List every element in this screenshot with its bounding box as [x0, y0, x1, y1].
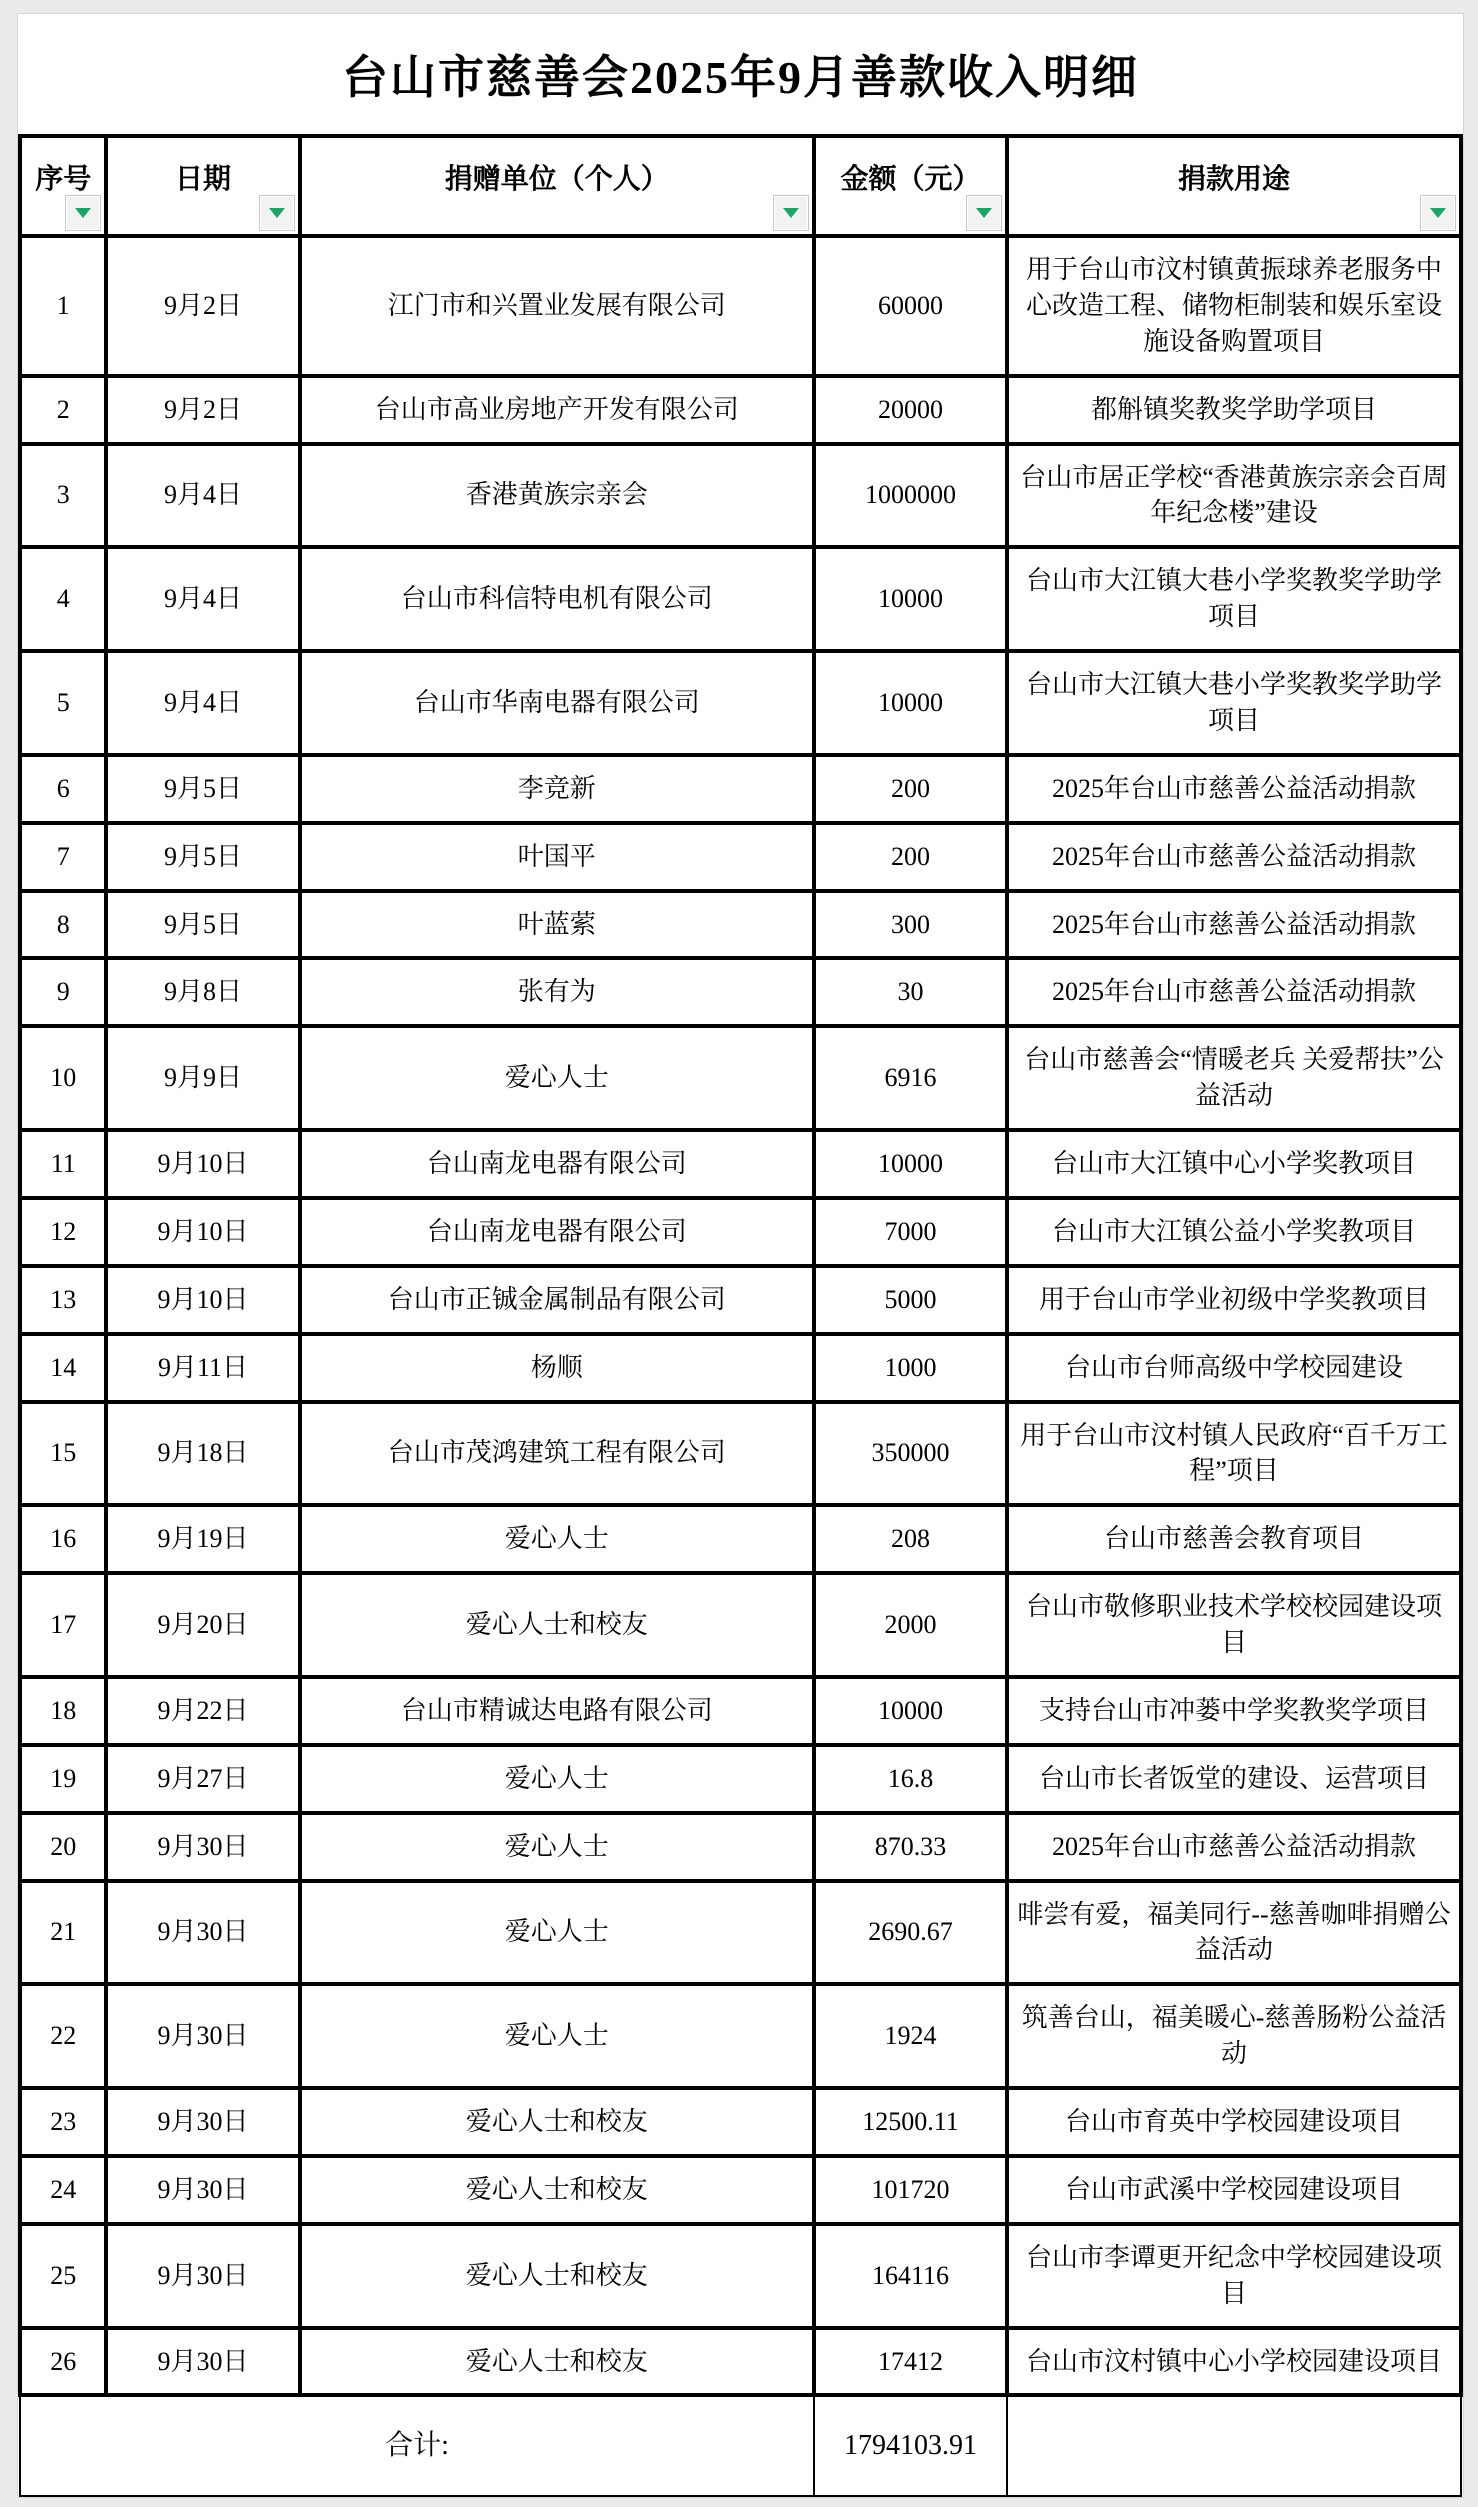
header-row — [20, 136, 1461, 236]
donor-cell: 香港黄族宗亲会 — [300, 444, 814, 548]
row-number-cell: 17 — [20, 1573, 106, 1677]
sheet — [18, 14, 1463, 2497]
date-cell: 9月22日 — [106, 1677, 299, 1745]
donor-cell: 爱心人士和校友 — [300, 2328, 814, 2396]
table-row — [20, 1573, 1461, 1677]
donor-cell: 台山市正铖金属制品有限公司 — [300, 1266, 814, 1334]
donor-cell: 台山南龙电器有限公司 — [300, 1130, 814, 1198]
donor-cell: 爱心人士和校友 — [300, 1573, 814, 1677]
date-cell: 9月10日 — [106, 1198, 299, 1266]
date-cell: 9月4日 — [106, 444, 299, 548]
row-number-cell: 13 — [20, 1266, 106, 1334]
table-row — [20, 1266, 1461, 1334]
table-row — [20, 1026, 1461, 1130]
donor-cell: 爱心人士 — [300, 1505, 814, 1573]
header-no — [20, 136, 106, 236]
row-number-cell: 11 — [20, 1130, 106, 1198]
date-cell: 9月10日 — [106, 1266, 299, 1334]
date-cell: 9月19日 — [106, 1505, 299, 1573]
purpose-cell: 2025年台山市慈善公益活动捐款 — [1007, 1813, 1461, 1881]
purpose-cell: 台山市武溪中学校园建设项目 — [1007, 2156, 1461, 2224]
amount-cell: 2000 — [814, 1573, 1007, 1677]
purpose-cell: 台山市李谭更开纪念中学校园建设项目 — [1007, 2224, 1461, 2328]
table-row — [20, 1677, 1461, 1745]
date-cell: 9月5日 — [106, 755, 299, 823]
total-amount: 1794103.91 — [814, 2395, 1007, 2496]
purpose-cell: 台山市敬修职业技术学校校园建设项目 — [1007, 1573, 1461, 1677]
chevron-down-icon — [1430, 208, 1446, 218]
purpose-cell: 台山市慈善会“情暖老兵 关爱帮扶”公益活动 — [1007, 1026, 1461, 1130]
row-number-cell: 6 — [20, 755, 106, 823]
purpose-cell: 啡尝有爱，福美同行--慈善咖啡捐赠公益活动 — [1007, 1881, 1461, 1985]
table-row — [20, 958, 1461, 1026]
date-cell: 9月30日 — [106, 1881, 299, 1985]
date-cell: 9月30日 — [106, 2224, 299, 2328]
row-number-cell: 8 — [20, 891, 106, 959]
purpose-cell: 台山市汶村镇中心小学校园建设项目 — [1007, 2328, 1461, 2396]
row-number-cell: 4 — [20, 547, 106, 651]
amount-cell: 300 — [814, 891, 1007, 959]
donor-cell: 李竞新 — [300, 755, 814, 823]
amount-cell: 6916 — [814, 1026, 1007, 1130]
table-row — [20, 547, 1461, 651]
header-date-label: 日期 — [174, 163, 231, 195]
amount-cell: 16.8 — [814, 1745, 1007, 1813]
table-row — [20, 891, 1461, 959]
amount-cell: 60000 — [814, 236, 1007, 376]
title-bar — [18, 14, 1463, 134]
purpose-cell: 2025年台山市慈善公益活动捐款 — [1007, 823, 1461, 891]
amount-cell: 1000000 — [814, 444, 1007, 548]
purpose-cell: 台山市台师高级中学校园建设 — [1007, 1334, 1461, 1402]
row-number-cell: 2 — [20, 376, 106, 444]
row-number-cell: 12 — [20, 1198, 106, 1266]
date-cell: 9月2日 — [106, 236, 299, 376]
donor-cell: 爱心人士和校友 — [300, 2224, 814, 2328]
table-row — [20, 1198, 1461, 1266]
row-number-cell: 21 — [20, 1881, 106, 1985]
amount-cell: 7000 — [814, 1198, 1007, 1266]
date-cell: 9月30日 — [106, 2156, 299, 2224]
donor-cell: 爱心人士 — [300, 1745, 814, 1813]
table-row — [20, 1130, 1461, 1198]
filter-dropdown-icon[interactable] — [1420, 195, 1456, 231]
purpose-cell: 2025年台山市慈善公益活动捐款 — [1007, 755, 1461, 823]
header-amount-label: 金额（元） — [840, 163, 981, 195]
total-purpose-empty — [1007, 2395, 1461, 2496]
chevron-down-icon — [75, 208, 91, 218]
date-cell: 9月27日 — [106, 1745, 299, 1813]
amount-cell: 2690.67 — [814, 1881, 1007, 1985]
row-number-cell: 19 — [20, 1745, 106, 1813]
donation-table — [18, 134, 1463, 2497]
table-row — [20, 1881, 1461, 1985]
amount-cell: 164116 — [814, 2224, 1007, 2328]
amount-cell: 20000 — [814, 376, 1007, 444]
donor-cell: 台山市茂鸿建筑工程有限公司 — [300, 1402, 814, 1506]
date-cell: 9月9日 — [106, 1026, 299, 1130]
row-number-cell: 24 — [20, 2156, 106, 2224]
amount-cell: 350000 — [814, 1402, 1007, 1506]
purpose-cell: 2025年台山市慈善公益活动捐款 — [1007, 891, 1461, 959]
purpose-cell: 筑善台山，福美暖心-慈善肠粉公益活动 — [1007, 1984, 1461, 2088]
row-number-cell: 22 — [20, 1984, 106, 2088]
amount-cell: 30 — [814, 958, 1007, 1026]
chevron-down-icon — [269, 208, 285, 218]
date-cell: 9月11日 — [106, 1334, 299, 1402]
date-cell: 9月4日 — [106, 547, 299, 651]
total-row — [20, 2395, 1461, 2496]
purpose-cell: 用于台山市汶村镇人民政府“百千万工程”项目 — [1007, 1402, 1461, 1506]
table-body — [20, 236, 1461, 2395]
table-row — [20, 2224, 1461, 2328]
date-cell: 9月30日 — [106, 1813, 299, 1881]
purpose-cell: 台山市大江镇公益小学奖教项目 — [1007, 1198, 1461, 1266]
amount-cell: 208 — [814, 1505, 1007, 1573]
amount-cell: 200 — [814, 823, 1007, 891]
donor-cell: 台山市科信特电机有限公司 — [300, 547, 814, 651]
donor-cell: 爱心人士 — [300, 1813, 814, 1881]
donor-cell: 叶国平 — [300, 823, 814, 891]
amount-cell: 10000 — [814, 1677, 1007, 1745]
date-cell: 9月30日 — [106, 2328, 299, 2396]
row-number-cell: 9 — [20, 958, 106, 1026]
purpose-cell: 都斛镇奖教奖学助学项目 — [1007, 376, 1461, 444]
purpose-cell: 台山市大江镇大巷小学奖教奖学助学项目 — [1007, 651, 1461, 755]
date-cell: 9月10日 — [106, 1130, 299, 1198]
filter-dropdown-icon[interactable] — [65, 195, 101, 231]
row-number-cell: 16 — [20, 1505, 106, 1573]
purpose-cell: 2025年台山市慈善公益活动捐款 — [1007, 958, 1461, 1026]
donor-cell: 爱心人士和校友 — [300, 2088, 814, 2156]
table-row — [20, 444, 1461, 548]
chevron-down-icon — [783, 208, 799, 218]
purpose-cell: 台山市大江镇中心小学奖教项目 — [1007, 1130, 1461, 1198]
header-amount — [814, 136, 1007, 236]
purpose-cell: 台山市长者饭堂的建设、运营项目 — [1007, 1745, 1461, 1813]
donor-cell: 叶蓝萦 — [300, 891, 814, 959]
header-no-label: 序号 — [35, 163, 92, 195]
row-number-cell: 20 — [20, 1813, 106, 1881]
donor-cell: 杨顺 — [300, 1334, 814, 1402]
table-row — [20, 1984, 1461, 2088]
amount-cell: 870.33 — [814, 1813, 1007, 1881]
filter-dropdown-icon[interactable] — [966, 195, 1002, 231]
date-cell: 9月8日 — [106, 958, 299, 1026]
row-number-cell: 10 — [20, 1026, 106, 1130]
purpose-cell: 台山市居正学校“香港黄族宗亲会百周年纪念楼”建设 — [1007, 444, 1461, 548]
table-row — [20, 376, 1461, 444]
date-cell: 9月18日 — [106, 1402, 299, 1506]
amount-cell: 1000 — [814, 1334, 1007, 1402]
row-number-cell: 1 — [20, 236, 106, 376]
row-number-cell: 7 — [20, 823, 106, 891]
amount-cell: 12500.11 — [814, 2088, 1007, 2156]
purpose-cell: 用于台山市学业初级中学奖教项目 — [1007, 1266, 1461, 1334]
amount-cell: 10000 — [814, 651, 1007, 755]
purpose-cell: 支持台山市冲蒌中学奖教奖学项目 — [1007, 1677, 1461, 1745]
donor-cell: 台山市高业房地产开发有限公司 — [300, 376, 814, 444]
donor-cell: 台山南龙电器有限公司 — [300, 1198, 814, 1266]
amount-cell: 10000 — [814, 547, 1007, 651]
table-row — [20, 755, 1461, 823]
donor-cell: 爱心人士 — [300, 1881, 814, 1985]
date-cell: 9月5日 — [106, 891, 299, 959]
donor-cell: 张有为 — [300, 958, 814, 1026]
table-row — [20, 1813, 1461, 1881]
table-row — [20, 1505, 1461, 1573]
chevron-down-icon — [976, 208, 992, 218]
table-row — [20, 651, 1461, 755]
table-row — [20, 2156, 1461, 2224]
row-number-cell: 14 — [20, 1334, 106, 1402]
donor-cell: 爱心人士和校友 — [300, 2156, 814, 2224]
purpose-cell: 台山市大江镇大巷小学奖教奖学助学项目 — [1007, 547, 1461, 651]
table-row — [20, 823, 1461, 891]
donor-cell: 爱心人士 — [300, 1984, 814, 2088]
row-number-cell: 23 — [20, 2088, 106, 2156]
page-title: 台山市慈善会2025年9月善款收入明细 — [342, 52, 1139, 103]
row-number-cell: 26 — [20, 2328, 106, 2396]
filter-dropdown-icon[interactable] — [773, 195, 809, 231]
purpose-cell: 用于台山市汶村镇黄振球养老服务中心改造工程、储物柜制装和娱乐室设施设备购置项目 — [1007, 236, 1461, 376]
date-cell: 9月5日 — [106, 823, 299, 891]
date-cell: 9月30日 — [106, 2088, 299, 2156]
table-row — [20, 236, 1461, 376]
header-purpose — [1007, 136, 1461, 236]
row-number-cell: 18 — [20, 1677, 106, 1745]
amount-cell: 200 — [814, 755, 1007, 823]
amount-cell: 5000 — [814, 1266, 1007, 1334]
total-label: 合计: — [20, 2395, 814, 2496]
row-number-cell: 15 — [20, 1402, 106, 1506]
date-cell: 9月2日 — [106, 376, 299, 444]
amount-cell: 101720 — [814, 2156, 1007, 2224]
date-cell: 9月20日 — [106, 1573, 299, 1677]
filter-dropdown-icon[interactable] — [259, 195, 295, 231]
table-row — [20, 2328, 1461, 2396]
header-purpose-label: 捐款用途 — [1178, 163, 1291, 195]
purpose-cell: 台山市育英中学校园建设项目 — [1007, 2088, 1461, 2156]
amount-cell: 1924 — [814, 1984, 1007, 2088]
amount-cell: 17412 — [814, 2328, 1007, 2396]
header-donor — [300, 136, 814, 236]
row-number-cell: 3 — [20, 444, 106, 548]
table-row — [20, 1334, 1461, 1402]
row-number-cell: 5 — [20, 651, 106, 755]
table-row — [20, 1402, 1461, 1506]
table-row — [20, 2088, 1461, 2156]
date-cell: 9月30日 — [106, 1984, 299, 2088]
donor-cell: 江门市和兴置业发展有限公司 — [300, 236, 814, 376]
donor-cell: 爱心人士 — [300, 1026, 814, 1130]
donor-cell: 台山市华南电器有限公司 — [300, 651, 814, 755]
date-cell: 9月4日 — [106, 651, 299, 755]
donor-cell: 台山市精诚达电路有限公司 — [300, 1677, 814, 1745]
header-donor-label: 捐赠单位（个人） — [444, 163, 669, 195]
table-row — [20, 1745, 1461, 1813]
header-date — [106, 136, 299, 236]
purpose-cell: 台山市慈善会教育项目 — [1007, 1505, 1461, 1573]
amount-cell: 10000 — [814, 1130, 1007, 1198]
row-number-cell: 25 — [20, 2224, 106, 2328]
